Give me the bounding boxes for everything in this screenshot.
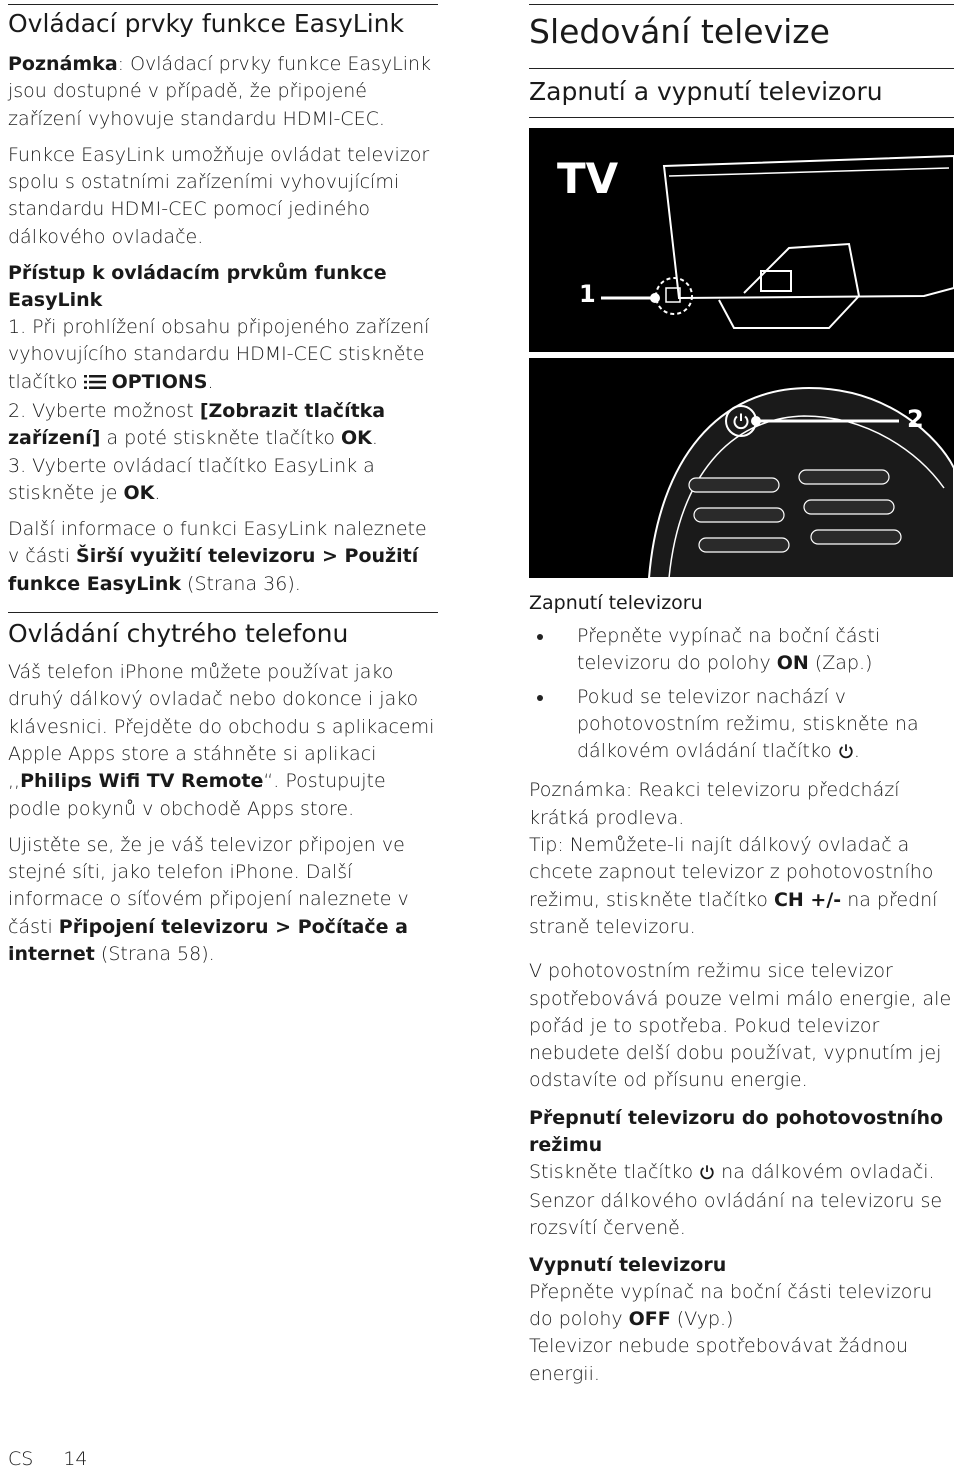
step-2-option: [Zobrazit tlačítka zařízení]: [8, 399, 386, 450]
quote-open: ,,: [8, 770, 21, 793]
divider: [529, 117, 954, 118]
power-icon: [838, 740, 854, 767]
p2-text: Ujistěte se, že je váš televizor připojen ve stejné síti, jako telefon iPhone. Další informace o síťovém připojení naleznete v části: [8, 833, 409, 938]
standby-text-b: na dálkovém ovladači. Senzor dálkového ovládání na televizoru se rozsvítí červeně.: [529, 1160, 943, 1240]
tip-text: Tip: Nemůžete-li najít dálkový ovladač a chcete zapnout televizor z pohotovostního režimu, stiskněte tlačítko: [529, 834, 934, 911]
on-key: ON: [776, 652, 809, 675]
power-icon: [732, 412, 750, 434]
easylink-note: [8, 51, 438, 133]
app-name: Philips Wifi TV Remote: [20, 770, 264, 793]
section-title: Sledování televize: [529, 12, 830, 51]
smartphone-paragraph-1: [8, 659, 438, 823]
power-on-heading: Zapnutí televizoru: [529, 592, 703, 614]
bullet-2-end: .: [853, 740, 860, 763]
right-column: [529, 0, 954, 1388]
smartphone-paragraph-2: [8, 832, 438, 968]
step-2-text-b: a poté stiskněte tlačítko: [100, 427, 341, 450]
divider: [8, 4, 438, 5]
easylink-intro: Funkce EasyLink umožňuje ovládat televizor spolu s ostatními zařízeními vyhovujícími standardu HDMI-CEC pomocí jediného dálkového ovladače.: [8, 143, 430, 248]
easylink-cross-ref: Širší využití televizoru > Použití funkce EasyLink: [8, 545, 419, 595]
step-2-end: .: [371, 427, 378, 450]
options-menu-icon: [84, 371, 106, 398]
more-text: Další informace o funkci EasyLink naleznete v části: [8, 518, 427, 568]
divider: [8, 612, 438, 613]
p2-page-ref: (Strana 58).: [94, 943, 215, 966]
standby-heading: Přepnutí televizoru do pohotovostního režimu: [529, 1106, 944, 1156]
standby-info: V pohotovostním režimu sice televizor spotřebovává pouze velmi málo energie, ale pořád je to spotřeba. Pokud televizor nebudete delší dobu používat, vypnutím jej odstavíte od přísunu energie.: [529, 960, 952, 1092]
bullet-2-text: Pokud se televizor nachází v pohotovostním režimu, stiskněte na dálkovém ovládání tlačítko: [577, 685, 919, 763]
bullet-1-end: (Zap.): [808, 652, 873, 675]
divider: [529, 4, 954, 5]
ok-key: OK: [123, 481, 155, 504]
remote-drawing: [529, 358, 954, 578]
quote-close: “: [263, 770, 274, 793]
page-number: 14: [63, 1448, 88, 1470]
power-on-steps: [529, 623, 954, 767]
page-footer: [8, 1448, 118, 1470]
tip-end: na přední straně televizoru.: [529, 888, 938, 938]
standby-text-a: Stiskněte tlačítko: [529, 1160, 700, 1183]
easylink-title: Ovládací prvky funkce EasyLink: [8, 9, 405, 38]
tv-illustration: [529, 128, 954, 352]
left-column: [8, 0, 438, 968]
remote-illustration: [529, 358, 954, 578]
step-1-end: .: [207, 370, 214, 393]
standby-text: [529, 1159, 954, 1243]
list-item: [529, 623, 954, 678]
off-text-a: Přepněte vypínač na boční části televizoru do polohy: [529, 1280, 933, 1330]
language-code: CS: [8, 1448, 34, 1470]
power-off-heading: Vypnutí televizoru: [529, 1253, 727, 1276]
note-text: : Ovládací prvky funkce EasyLink jsou dostupné v případě, že připojené zařízení vyhovuje standardu HDMI-CEC.: [8, 53, 432, 130]
easylink-more-info: [8, 516, 438, 598]
callout-2: 2: [907, 405, 924, 433]
bullet-1-text: Přepněte vypínač na boční části televizoru do polohy: [577, 625, 881, 675]
section-subtitle: Zapnutí a vypnutí televizoru: [529, 77, 883, 106]
power-off-note: Televizor nebude spotřebovávat žádnou energii.: [529, 1335, 909, 1385]
ch-key: CH +/-: [773, 888, 842, 911]
options-key: OPTIONS: [111, 370, 208, 393]
step-3-end: .: [154, 481, 161, 504]
divider: [529, 68, 954, 69]
list-item: [529, 684, 954, 768]
access-heading: Přístup k ovládacím prvkům funkce EasyLink: [8, 262, 387, 312]
step-2-text: 2. Vyberte možnost: [8, 399, 200, 422]
off-text-b: (Vyp.): [670, 1307, 734, 1330]
p1-text-b: . Postupujte podle pokynů v obchodě Apps store.: [8, 770, 386, 820]
step-1-text: 1. Při prohlížení obsahu připojeného zařízení vyhovujícího standardu HDMI-CEC stiskněte tlačítko: [8, 316, 430, 393]
off-key: OFF: [628, 1307, 671, 1330]
step-3: [8, 453, 438, 508]
network-cross-ref: Připojení televizoru > Počítače a internet: [8, 915, 408, 966]
p1-text: Váš telefon iPhone můžete používat jako druhý dálkový ovladač nebo dokonce i jako klávesnici. Přejděte do obchodu s aplikacemi Apple Apps store a stáhněte si aplikaci: [8, 661, 435, 765]
step-1: [8, 314, 438, 398]
tv-label: TV: [557, 154, 619, 203]
note-label: Poznámka: [8, 53, 118, 75]
callout-1: 1: [579, 280, 596, 308]
smartphone-title: Ovládání chytrého telefonu: [8, 619, 349, 649]
power-icon: [699, 1161, 715, 1188]
more-page-ref: (Strana 36).: [181, 572, 301, 595]
power-off-text: [529, 1279, 954, 1334]
step-2: [8, 398, 438, 453]
step-3-text: 3. Vyberte ovládací tlačítko EasyLink a stiskněte je: [8, 454, 375, 504]
ok-key: OK: [341, 427, 372, 450]
delay-note: Poznámka: Reakci televizoru předchází krátká prodleva.: [529, 779, 900, 829]
tip: [529, 832, 954, 941]
